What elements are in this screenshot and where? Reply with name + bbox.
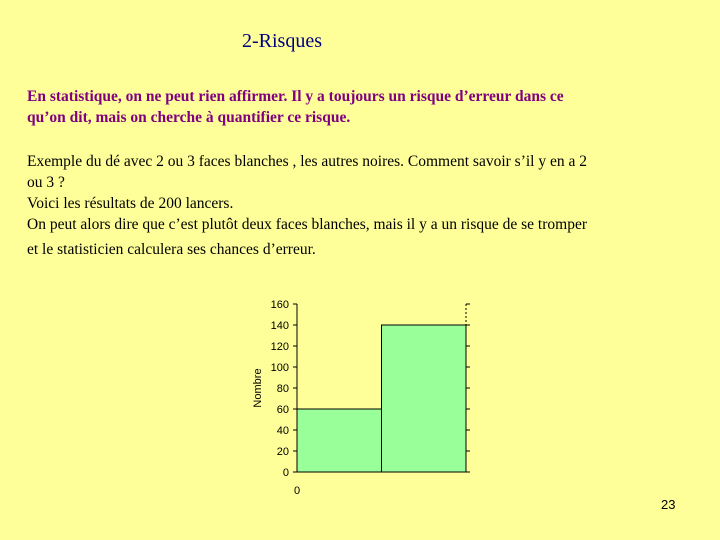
example-paragraph: [27, 151, 697, 260]
bar-2: [382, 325, 467, 472]
bar-1: [297, 409, 382, 472]
y-tick-label: 100: [270, 362, 289, 374]
slide-title: 2-Risques: [242, 30, 322, 52]
intro-paragraph: [27, 86, 687, 128]
intro-line-1: En statistique, on ne peut rien affirmer. Il y a toujours un risque d’erreur dans ce: [27, 88, 564, 105]
y-tick-label: 60: [276, 404, 289, 416]
body-line-3: Voici les résultats de 200 lancers.: [27, 195, 234, 212]
y-axis-label: Nombre: [252, 368, 264, 408]
y-tick-label: 40: [276, 425, 289, 437]
y-tick-label: 20: [276, 446, 289, 458]
page-number: 23: [661, 497, 676, 512]
x-tick-label: 0: [293, 485, 301, 497]
body-line-4: On peut alors dire que c’est plutôt deux faces blanches, mais il y a un risque de se tromper: [27, 216, 587, 233]
body-line-5: et le statisticien calculera ses chances d’erreur.: [27, 241, 316, 258]
histogram-chart: [240, 292, 480, 507]
body-line-1: Exemple du dé avec 2 ou 3 faces blanches , les autres noires. Comment savoir s’il y en a 2: [27, 153, 587, 170]
y-tick-label: 0: [282, 467, 289, 479]
y-tick-label: 140: [270, 320, 289, 332]
body-line-2: ou 3 ?: [27, 174, 65, 191]
y-tick-label: 120: [270, 341, 289, 353]
y-tick-label: 80: [276, 383, 289, 395]
y-tick-label: 160: [270, 299, 289, 311]
intro-line-2: qu’on dit, mais on cherche à quantifier ce risque.: [27, 109, 351, 126]
